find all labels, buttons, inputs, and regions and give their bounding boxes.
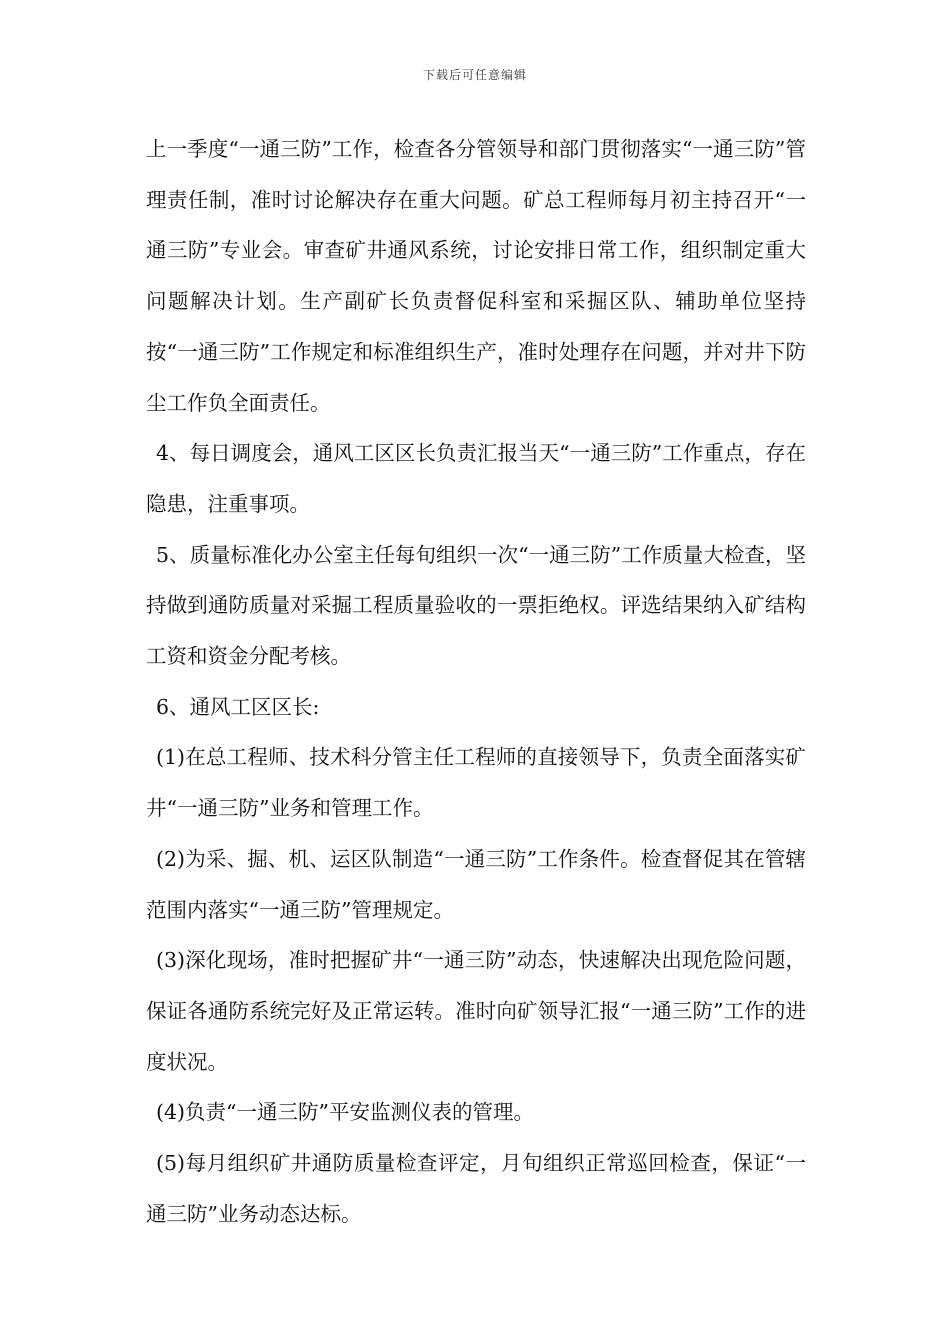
- paragraph-subitem-2: (2)为采、掘、机、运区队制造“一通三防”工作条件。检查督促其在管辖范围内落实“一通三防”管理规定。: [146, 846, 806, 922]
- paragraph-item-4: 4、每日调度会，通风工区区长负责汇报当天“一通三防”工作重点，存在隐患，注重事项。: [146, 441, 806, 516]
- page-header: 下载后可任意编辑: [422, 68, 527, 82]
- paragraph-subitem-3: (3)深化现场，准时把握矿井“一通三防”动态，快速解决出现危险问题，保证各通防系统完好及正常运转。准时向矿领导汇报“一通三防”工作的进度状况。: [146, 948, 806, 1074]
- paragraph-item-5: 5、质量标准化办公室主任每旬组织一次“一通三防”工作质量大检查，坚持做到通防质量对采掘工程质量验收的一票拒绝权。评选结果纳入矿结构工资和资金分配考核。: [146, 542, 806, 669]
- document-body: [146, 124, 806, 1239]
- paragraph-1: 上一季度“一通三防”工作，检查各分管领导和部门贯彻落实“一通三防”管理责任制，准时讨论解决存在重大问题。矿总工程师每月初主持召开“一通三防”专业会。审查矿井通风系统，讨论安排日常工作，组织制定重大问题解决计划。生产副矿长负责督促科室和采掘区队、辅助单位坚持按“一通三防”工作规定和标准组织生产，准时处理存在问题，并对井下防尘工作负全面责任。: [146, 137, 806, 415]
- paragraph-subitem-5: (5)每月组织矿井通防质量检查评定，月旬组织正常巡回检查，保证“一通三防”业务动态达标。: [146, 1151, 806, 1226]
- paragraph-item-6: 6、通风工区区长:: [156, 694, 320, 719]
- paragraph-subitem-4: (4)负责“一通三防”平安监测仪表的管理。: [156, 1100, 534, 1125]
- paragraph-subitem-1: (1)在总工程师、技术科分管主任工程师的直接领导下，负责全面落实矿井“一通三防”业务和管理工作。: [146, 745, 806, 821]
